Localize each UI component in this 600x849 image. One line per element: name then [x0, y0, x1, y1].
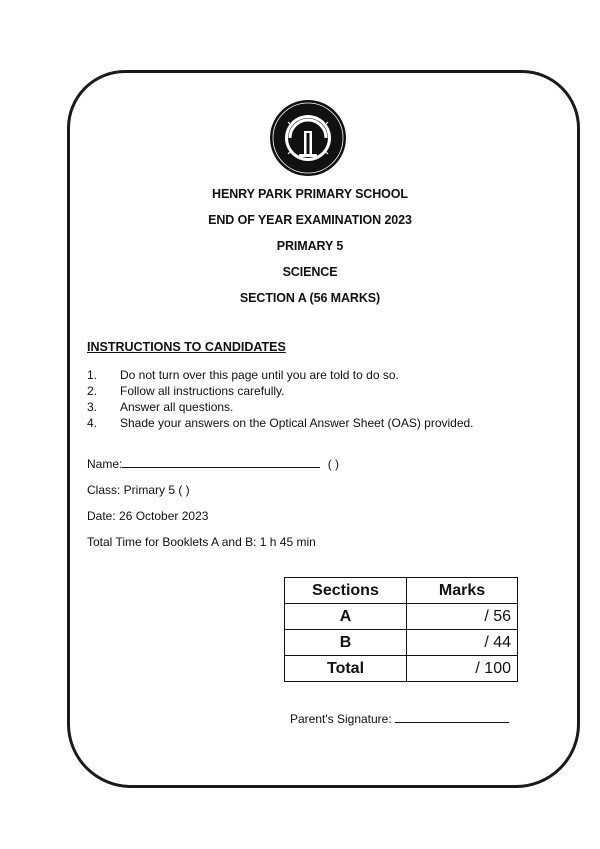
- section-heading: SECTION A (56 MARKS): [239, 291, 381, 305]
- subject: SCIENCE: [282, 265, 338, 279]
- instruction-item: 2. Follow all instructions carefully.: [87, 384, 285, 398]
- school-crest-icon: [268, 98, 348, 178]
- instructions-list: [87, 367, 474, 431]
- instruction-item: 1. Do not turn over this page until you are told to do so.: [87, 368, 399, 382]
- table-row: B / 44: [285, 630, 518, 656]
- date-field: Date: 26 October 2023: [87, 509, 209, 523]
- parent-signature-field: Parent's Signature:: [290, 711, 509, 726]
- instruction-item: 4. Shade your answers on the Optical Answer Sheet (OAS) provided.: [87, 416, 474, 430]
- total-time: Total Time for Booklets A and B: 1 h 45 min: [87, 535, 316, 549]
- instruction-item: 3. Answer all questions.: [87, 400, 234, 414]
- table-header-row: Sections Marks: [285, 578, 518, 604]
- level: PRIMARY 5: [276, 239, 344, 253]
- table-row: A / 56: [285, 604, 518, 630]
- school-name: HENRY PARK PRIMARY SCHOOL: [212, 187, 408, 201]
- marks-table: [284, 577, 518, 682]
- instructions-title: INSTRUCTIONS TO CANDIDATES: [87, 340, 286, 354]
- class-field: Class: Primary 5 ( ): [87, 483, 190, 497]
- table-row: Total / 100: [285, 656, 518, 682]
- name-field: Name: ( ): [87, 457, 340, 471]
- exam-title: END OF YEAR EXAMINATION 2023: [208, 213, 412, 227]
